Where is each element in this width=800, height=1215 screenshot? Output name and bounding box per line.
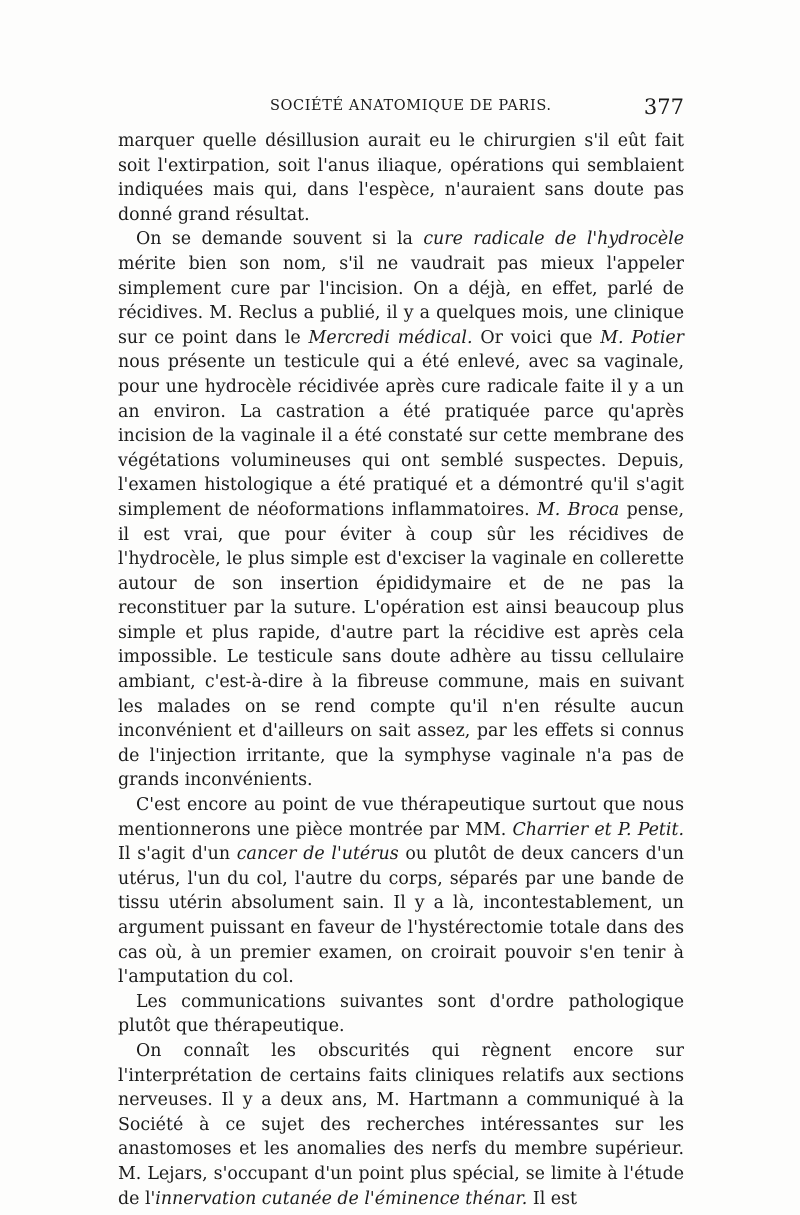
paragraph-2-italic-1: cure radicale de l'hydrocèle bbox=[423, 229, 684, 250]
page-number: 377 bbox=[643, 95, 684, 119]
body-text bbox=[118, 129, 684, 1211]
paragraph-2-text-2: mérite bien son nom, s'il ne vaudrait pas mieux l'appeler simplement cure par l'incision. On a déjà, en effet, parlé de récidives. M. Reclus a publié, il y a quelques mois, une clinique sur ce point dans le bbox=[118, 253, 684, 348]
paragraph-1 bbox=[118, 129, 684, 227]
paragraph-3-text-2: Il s'agit d'un bbox=[118, 844, 237, 865]
paragraph-3 bbox=[118, 793, 684, 990]
paragraph-5-text-1: On connaît les obscurités qui règnent encore sur l'interprétation de certains faits cliniques relatifs aux sections nerveuses. Il y a deux ans, M. Hartmann a communiqué à la Société à ce sujet des recherches intéressantes sur les anastomoses et les anomalies des nerfs du membre supérieur. M. Lejars, s'occupant d'un point plus spécial, se limite à l'étude de l' bbox=[118, 1040, 684, 1209]
running-title: SOCIÉTÉ ANATOMIQUE DE PARIS. bbox=[270, 98, 552, 114]
paragraph-2-italic-2: Mercredi médical. bbox=[308, 327, 473, 348]
paragraph-3-text-3: ou plutôt de deux cancers d'un utérus, l'un du col, l'autre du corps, séparés par une bande de tissu utérin absolument sain. Il y a là, incontestablement, un argument puissant en faveur de l'hystérectomie totale dans des cas où, à un premier examen, on croirait pouvoir s'en tenir à l'amputation du col. bbox=[118, 844, 684, 988]
paragraph-3-text-1: C'est encore au point de vue thérapeutique surtout que nous mentionnerons une pièce montrée par MM. bbox=[118, 795, 684, 840]
paragraph-2-text-5: pense, il est vrai, que pour éviter à coup sûr les récidives de l'hydrocèle, le plus simple est d'exciser la vaginale en collerette autour de son insertion épididymaire et de ne pas la reconstituer par la suture. L'opération est ainsi beaucoup plus simple et plus rapide, d'autre part la récidive est après cela impossible. Le testicule sans doute adhère au tissu cellulaire ambiant, c'est-à-dire à la fibreuse commune, mais en suivant les malades on se rend compte qu'il n'en résulte aucun inconvénient et d'ailleurs on sait assez, par les effets si connus de l'injection irritante, que la symphyse vaginale n'a pas de grands inconvénients. bbox=[118, 499, 684, 791]
paragraph-2-italic-3: M. Potier bbox=[600, 327, 684, 348]
paragraph-3-italic-2: cancer de l'utérus bbox=[236, 844, 399, 865]
running-head bbox=[118, 95, 684, 126]
paragraph-5-text-2: Il est bbox=[527, 1188, 577, 1209]
paragraph-2-italic-4: M. Broca bbox=[536, 499, 620, 520]
paragraph-4 bbox=[118, 990, 684, 1039]
paragraph-4-text: Les communications suivantes sont d'ordre pathologique plutôt que thérapeutique. bbox=[118, 991, 684, 1037]
paragraph-3-italic-1: Charrier et P. Petit. bbox=[512, 819, 684, 840]
paragraph-2-text-1: On se demande souvent si la bbox=[136, 229, 424, 250]
paragraph-5 bbox=[118, 1039, 684, 1211]
paragraph-1-text: marquer quelle désillusion aurait eu le chirurgien s'il eût fait soit l'extirpation, soit l'anus iliaque, opérations qui semblaient indiquées mais qui, dans l'espèce, n'auraient sans doute pas donné grand résultat. bbox=[118, 131, 684, 225]
paragraph-2-text-3: Or voici que bbox=[472, 327, 601, 348]
paragraph-2-text-4: nous présente un testicule qui a été enlevé, avec sa vaginale, pour une hydrocèle récidivée après cure radicale faite il y a un an environ. La castration a été pratiquée parce qu'après incision de la vaginale il a été constaté sur cette membrane des végétations volumineuses qui ont semblé suspectes. Depuis, l'examen histologique a été pratiqué et a démontré qu'il s'agit simplement de néoformations inflammatoires. bbox=[118, 352, 684, 520]
paragraph-2 bbox=[118, 227, 684, 793]
paragraph-5-italic-1: innervation cutanée de l'éminence thénar. bbox=[155, 1188, 528, 1209]
